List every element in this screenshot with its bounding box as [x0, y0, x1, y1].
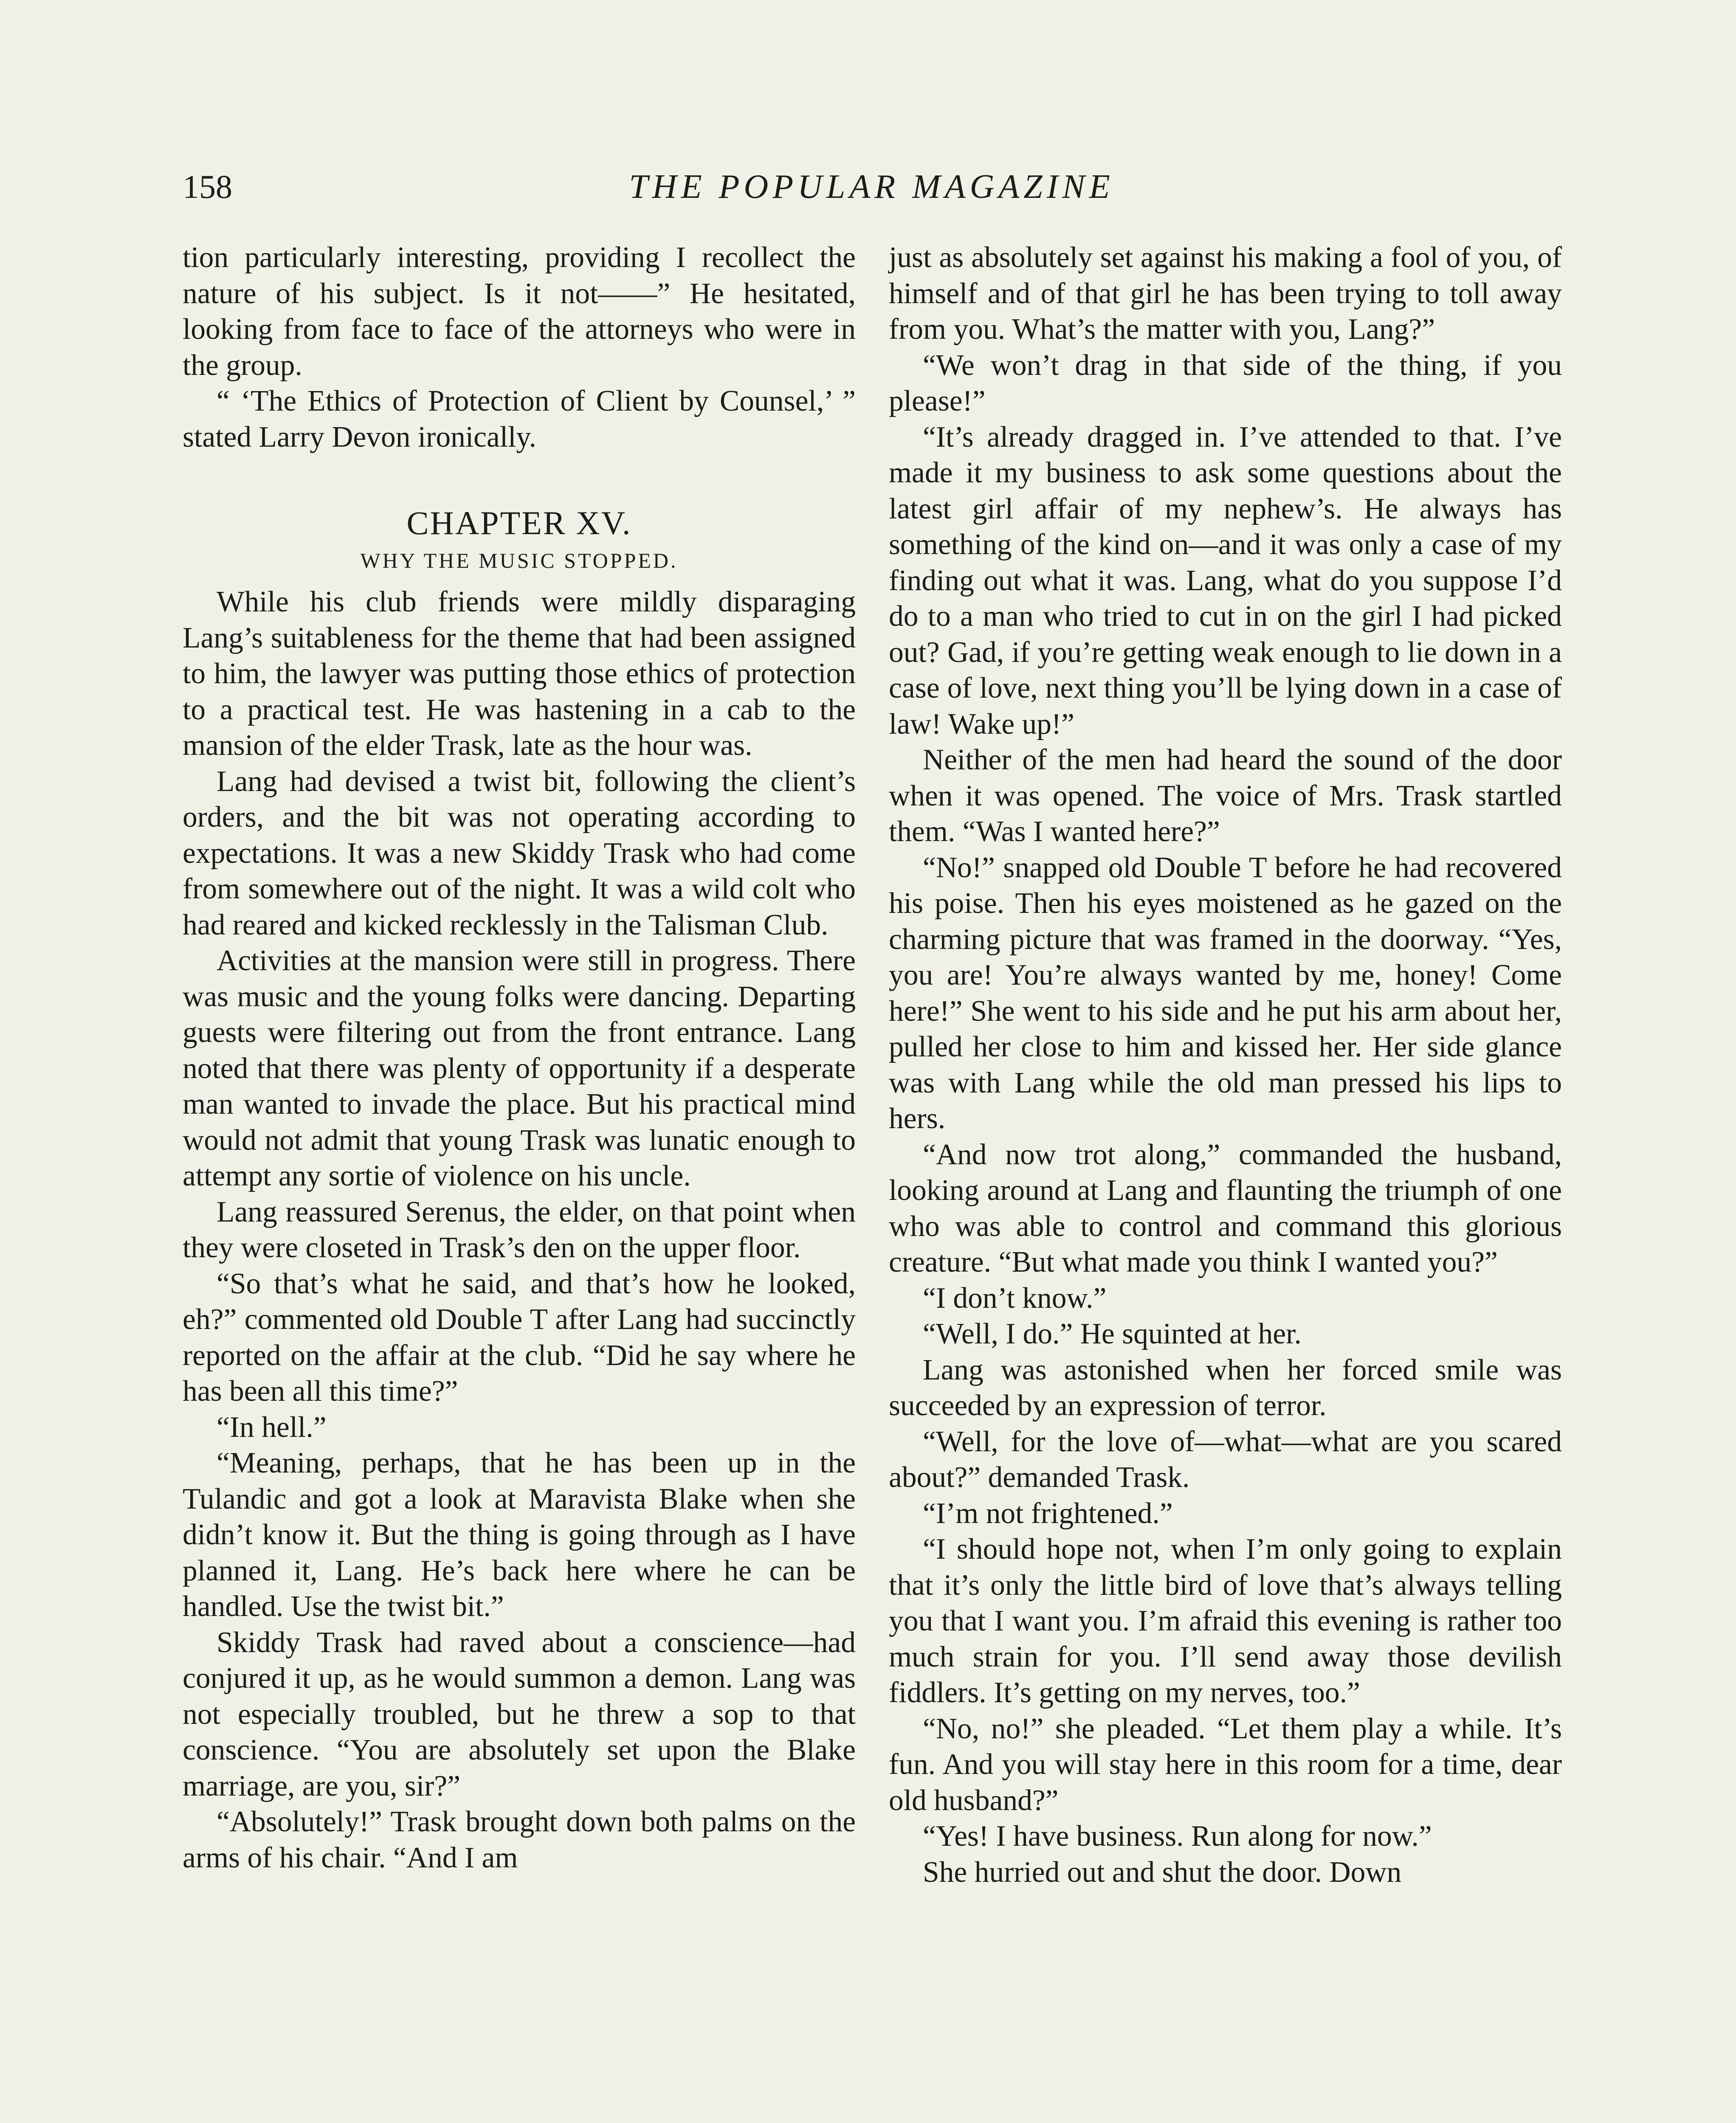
paragraph: “Well, I do.” He squinted at her. — [923, 1318, 1302, 1350]
paragraph: She hurried out and shut the door. Down — [923, 1856, 1402, 1889]
paragraph: Lang had devised a twist bit, following the client’s orders, and the bit was not operating according to expectations. It was a new Skiddy Trask who had come from somewhere out of the night. It was a wild colt who had reared and kicked recklessly in the Talisman Club. — [183, 765, 856, 941]
paragraph: tion particularly interesting, providing I recollect the nature of his subject. Is it not——” He hesitated, looking from face to face of the attorneys who were in the group. — [183, 241, 856, 382]
paragraph: “Well, for the love of—what—what are you scared about?” demanded Trask. — [889, 1425, 1562, 1494]
paragraph: “Yes! I have business. Run along for now.” — [923, 1820, 1432, 1853]
chapter-title: CHAPTER XV. — [406, 504, 632, 541]
paragraph: “Absolutely!” Trask brought down both palms on the arms of his chair. “And I am — [183, 1805, 856, 1874]
paragraph: Activities at the mansion were still in progress. There was music and the young folks were dancing. Departing guests were filtering out from the front entrance. Lang noted that there was plenty of opportunity if a desperate man wanted to invade the place. But his practical mind would not admit that young Trask was lunatic enough to attempt any sortie of violence on his uncle. — [183, 944, 856, 1192]
paragraph: “And now trot along,” commanded the husband, looking around at Lang and flaunting the triumph of one who was able to control and command this glorious creature. “But what made you think I wanted you?” — [889, 1138, 1562, 1278]
paragraph: Lang reassured Serenus, the elder, on that point when they were closeted in Trask’s den on the upper floor. — [183, 1195, 856, 1264]
paragraph: “No, no!” she pleaded. “Let them play a while. It’s fun. And you will stay here in this room for a time, dear old husband?” — [889, 1712, 1562, 1817]
chapter-subtitle: WHY THE MUSIC STOPPED. — [360, 549, 678, 572]
paragraph: “No!” snapped old Double T before he had recovered his poise. Then his eyes moistened as he gazed on the charming picture that was framed in the doorway. “Yes, you are! You’re always wanted by me, honey! Come here!” She went to his side and he put his arm about her, pulled her close to him and kissed her. Her side glance was with Lang while the old man pressed his lips to hers. — [889, 851, 1562, 1135]
paragraph: Lang was astonished when her forced smile was succeeded by an expression of terror. — [889, 1353, 1562, 1422]
paragraph: “Meaning, perhaps, that he has been up in the Tulandic and got a look at Maravista Blake when she didn’t know it. But the thing is going through as I have planned it, Lang. He’s back here where he can be handled. Use the twist bit.” — [183, 1447, 856, 1623]
right-column — [889, 240, 1562, 1890]
paragraph: “I don’t know.” — [923, 1281, 1107, 1315]
paragraph: While his club friends were mildly disparaging Lang’s suitableness for the theme that had been assigned to him, the lawyer was putting those ethics of protection to a practical test. He was hastening in a cab to the mansion of the elder Trask, late as the hour was. — [183, 586, 856, 762]
paragraph: “ ‘The Ethics of Protection of Client by Counsel,’ ” stated Larry Devon ironically. — [183, 385, 856, 453]
left-column — [183, 240, 856, 1876]
page-header — [183, 166, 1561, 212]
paragraph: Neither of the men had heard the sound of the door when it was opened. The voice of Mrs. Trask startled them. “Was I wanted here?” — [889, 743, 1562, 848]
paragraph: “It’s already dragged in. I’ve attended to that. I’ve made it my business to ask some questions about the latest girl affair of my nephew’s. He always has something of the kind on—and it was only a case of my finding out what it was. Lang, what do you suppose I’d do to a man who tried to cut in on the girl I had picked out? Gad, if you’re getting weak enough to lie down in a case of love, next thing you’ll be lying down in a case of law! Wake up!” — [889, 420, 1562, 741]
page-number: 158 — [183, 168, 232, 205]
paragraph: “I should hope not, when I’m only going to explain that it’s only the little bird of love that’s always telling you that I want you. I’m afraid this evening is rather too much strain for you. I’ll send away those devilish fiddlers. It’s getting on my nerves, too.” — [889, 1533, 1562, 1709]
paragraph: just as absolutely set against his making a fool of you, of himself and of that girl he has been trying to toll away from you. What’s the matter with you, Lang?” — [889, 241, 1562, 346]
paragraph: “We won’t drag in that side of the thing, if you please!” — [889, 349, 1562, 417]
paragraph: Skiddy Trask had raved about a conscience—had conjured it up, as he would summon a demon. Lang was not especially troubled, but he threw a sop to that conscience. “You are absolutely set upon the Blake marriage, are you, sir?” — [183, 1626, 856, 1802]
running-title: THE POPULAR MAGAZINE — [629, 168, 1114, 206]
paragraph: “I’m not frightened.” — [923, 1497, 1173, 1530]
paragraph: “So that’s what he said, and that’s how he looked, eh?” commented old Double T after Lang had succinctly reported on the affair at the club. “Did he say where he has been all this time?” — [183, 1267, 856, 1408]
paragraph: “In hell.” — [217, 1411, 327, 1444]
